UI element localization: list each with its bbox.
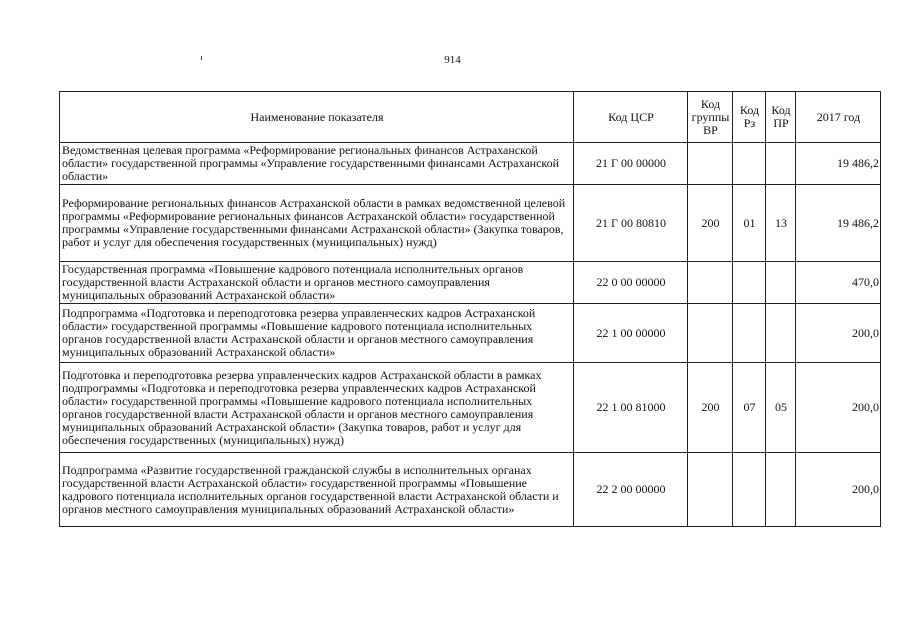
row-vr (688, 453, 733, 527)
row-pr: 13 (766, 185, 796, 262)
row-name: Государственная программа «Повышение кадрового потенциала исполнительных органов государственной власти Астраханской области и органов местного самоуправления муниципальных образований Астраханской области» (60, 262, 574, 304)
row-pr: 05 (766, 363, 796, 453)
row-amount: 19 486,2 (796, 143, 881, 185)
scan-mark (201, 56, 202, 60)
header-vr: Код группы ВР (688, 92, 733, 143)
row-csr: 21 Г 00 00000 (574, 143, 688, 185)
row-rz (733, 453, 766, 527)
table-row (60, 262, 881, 304)
row-csr: 22 2 00 00000 (574, 453, 688, 527)
row-csr: 22 1 00 81000 (574, 363, 688, 453)
header-csr: Код ЦСР (574, 92, 688, 143)
row-amount: 470,0 (796, 262, 881, 304)
header-name: Наименование показателя (60, 92, 574, 143)
budget-table (59, 91, 881, 527)
row-csr: 22 1 00 00000 (574, 304, 688, 363)
row-name: Подпрограмма «Подготовка и переподготовка резерва управленческих кадров Астраханской области» государственной программы «Повышение кадрового потенциала исполнительных органов государственной власти Астраханской области и органов местного самоуправления муниципальных образований Астраханской области» (60, 304, 574, 363)
row-vr: 200 (688, 363, 733, 453)
row-rz (733, 304, 766, 363)
header-rz: Код Рз (733, 92, 766, 143)
row-rz (733, 143, 766, 185)
row-pr (766, 262, 796, 304)
row-vr (688, 143, 733, 185)
row-rz: 01 (733, 185, 766, 262)
table-row (60, 185, 881, 262)
row-amount: 200,0 (796, 304, 881, 363)
row-name: Подпрограмма «Развитие государственной гражданской службы в исполнительных органах государственной власти Астраханской области» государственной программы «Повышение кадрового потенциала исполнительных органов государственной власти Астраханской области и органов местного самоуправления муниципальных образований Астраханской области» (60, 453, 574, 527)
header-pr: Код ПР (766, 92, 796, 143)
row-vr: 200 (688, 185, 733, 262)
row-vr (688, 304, 733, 363)
table-row (60, 304, 881, 363)
table-header-row (60, 92, 881, 143)
header-year: 2017 год (796, 92, 881, 143)
row-amount: 19 486,2 (796, 185, 881, 262)
row-csr: 21 Г 00 80810 (574, 185, 688, 262)
row-name: Подготовка и переподготовка резерва управленческих кадров Астраханской области в рамках подпрограммы «Подготовка и переподготовка резерва управленческих кадров Астраханской области» государственной программы «Повышение кадрового потенциала исполнительных органов государственной власти Астраханской области и органов местного самоуправления муниципальных образований Астраханской области» (Закупка товаров, работ и услуг для обеспечения государственных (муниципальных) нужд) (60, 363, 574, 453)
row-pr (766, 143, 796, 185)
row-vr (688, 262, 733, 304)
row-pr (766, 453, 796, 527)
row-amount: 200,0 (796, 363, 881, 453)
row-csr: 22 0 00 00000 (574, 262, 688, 304)
row-rz: 07 (733, 363, 766, 453)
row-pr (766, 304, 796, 363)
row-amount: 200,0 (796, 453, 881, 527)
table-row (60, 453, 881, 527)
row-name: Реформирование региональных финансов Астраханской области в рамках ведомственной целевой программы «Реформирование региональных финансов Астраханской области» государственной программы «Управление государственными финансами Астраханской области» (Закупка товаров, работ и услуг для обеспечения государственных (муниципальных) нужд) (60, 185, 574, 262)
row-rz (733, 262, 766, 304)
table-row (60, 363, 881, 453)
page-number: 914 (444, 54, 461, 66)
row-name: Ведомственная целевая программа «Реформирование региональных финансов Астраханской области» государственной программы «Управление государственными финансами Астраханской области» (60, 143, 574, 185)
table-row (60, 143, 881, 185)
